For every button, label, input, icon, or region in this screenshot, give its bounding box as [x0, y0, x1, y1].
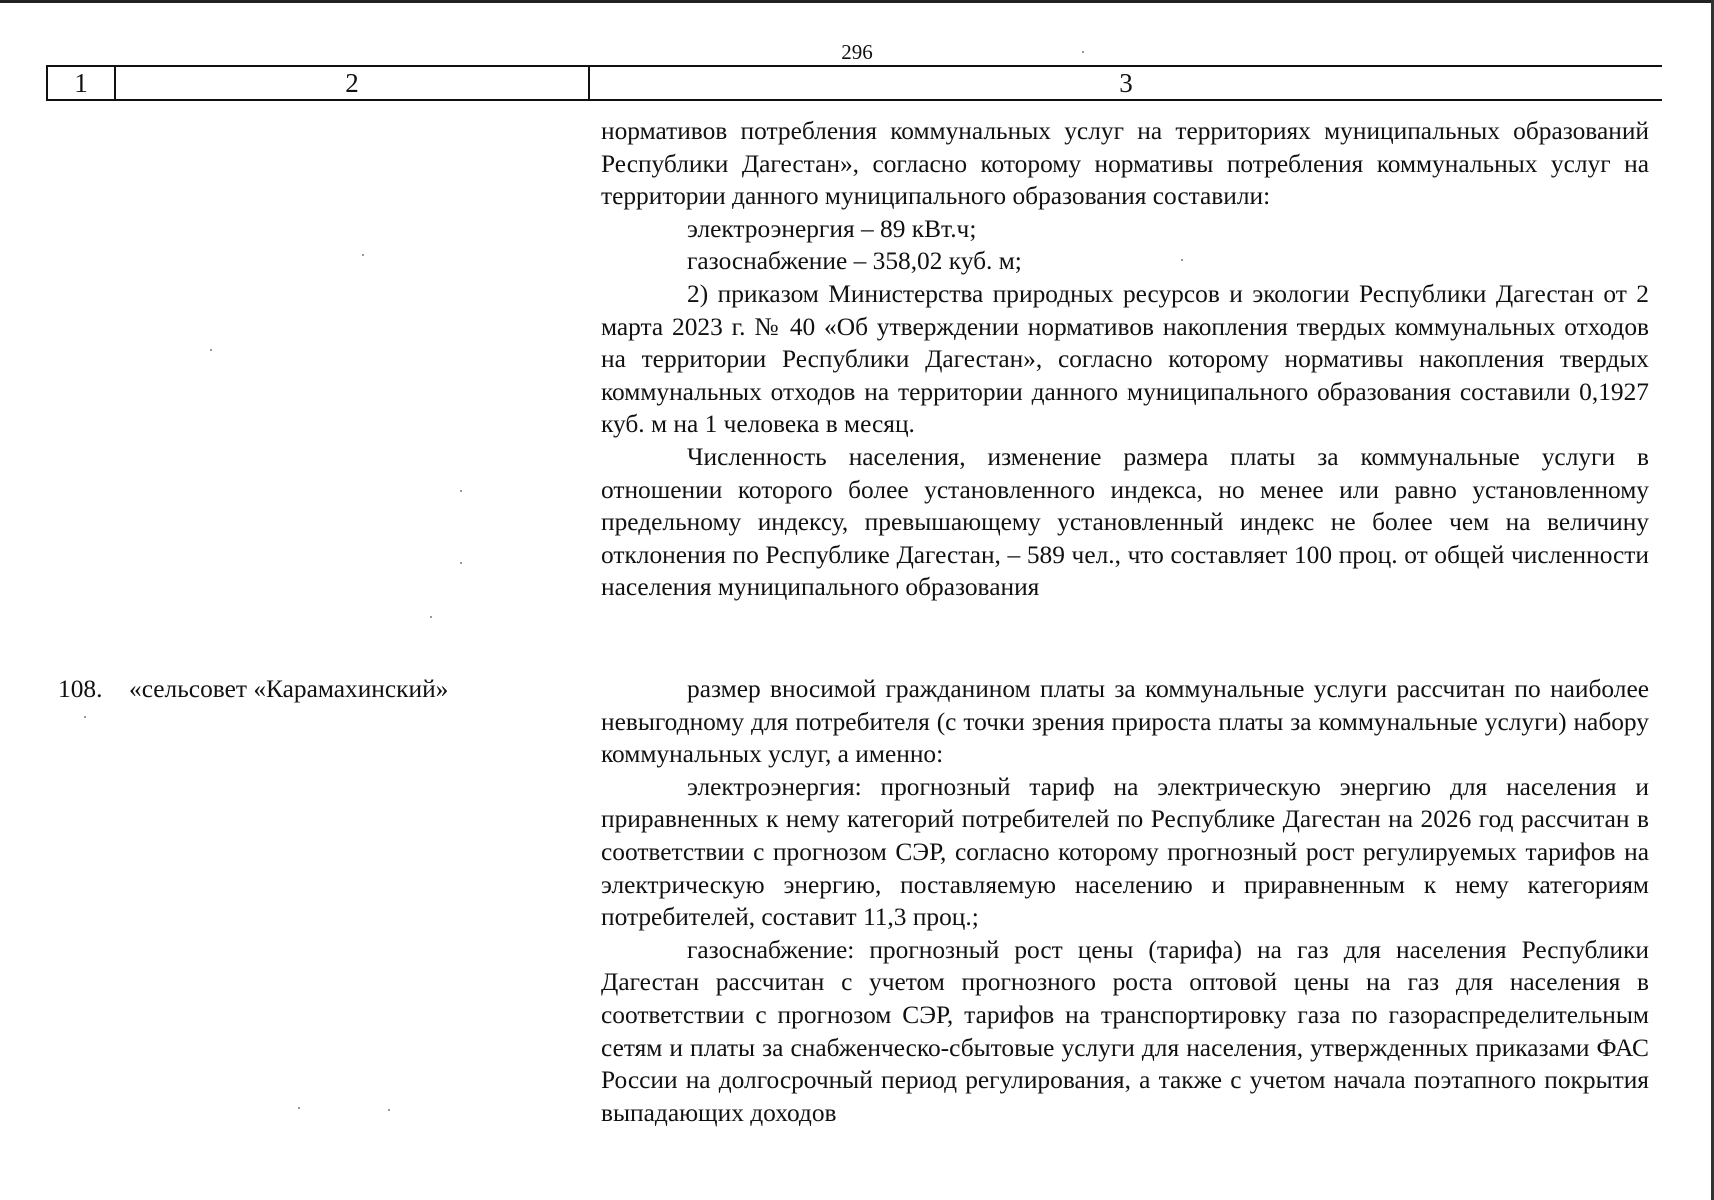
continuation-text-block: [601, 115, 1649, 604]
scan-speck: [210, 349, 212, 351]
entry-paragraph: электроэнергия: прогнозный тариф на электрическую энергию для населения и приравненных к нему категорий потребителей по Республике Дагестан на 2026 год рассчитан в соответствии с прогнозом СЭР, согласно которому прогнозный рост регулируемых тарифов на электрическую энергию, поставляемую населению и приравненным к нему категориям потребителей, составит 11,3 проц.;: [601, 772, 1649, 932]
scan-speck: [1181, 259, 1183, 261]
entry-number: 108.: [58, 675, 103, 703]
scan-speck: [430, 616, 432, 618]
continuation-paragraph: 2) приказом Министерства природных ресурсов и экологии Республики Дагестан от 2 марта 2023 г. № 40 «Об утверждении нормативов накопления твердых коммунальных отходов на территории Республики Дагестан», согласно которому нормативы накопления твердых коммунальных отходов на территории данного муниципального образования составили 0,1927 куб. м на 1 человека в месяц.: [601, 279, 1649, 439]
header-column-1: 1: [46, 67, 116, 99]
scan-speck: [388, 1109, 390, 1111]
header-column-2: 2: [116, 67, 590, 99]
entry-paragraph: размер вносимой гражданином платы за коммунальные услуги рассчитан по наиболее невыгодному для потребителя (с точки зрения прироста платы за коммунальные услуги) набору коммунальных услуг, а именно:: [601, 675, 1649, 769]
continuation-paragraph: электроэнергия – 89 кВт.ч;: [687, 214, 977, 243]
entry-paragraph: газоснабжение: прогнозный рост цены (тарифа) на газ для населения Республики Дагестан рассчитан с учетом прогнозного роста оптовой цены на газ для населения в соответствии с прогнозом СЭР, тарифов на транспортировку газа по газораспределительным сетям и платы за снабженческо-сбытовые услуги для населения, утвержденных приказами ФАС России на долгосрочный период регулирования, а также с учетом начала поэтапного покрытия выпадающих доходов: [601, 935, 1649, 1127]
entry-text-block: [601, 673, 1649, 1129]
continuation-paragraph: газоснабжение – 358,02 куб. м;: [687, 247, 1022, 276]
scan-edge-top: [0, 0, 1714, 3]
scan-speck: [362, 254, 364, 256]
scan-speck: [460, 490, 462, 492]
scan-speck: [460, 562, 462, 564]
scan-speck: [84, 716, 86, 718]
continuation-paragraph: нормативов потребления коммунальных услуг на территориях муниципальных образований Республики Дагестан», согласно которому нормативы потребления коммунальных услуг на территории данного муниципального образования составили:: [601, 117, 1649, 211]
header-column-3: 3: [1119, 68, 1133, 98]
entry-name: «сельсовет «Карамахинский»: [129, 675, 449, 703]
page-number: 296: [841, 40, 873, 64]
table-header-row: [46, 65, 1662, 101]
scan-speck: [1082, 51, 1084, 53]
continuation-paragraph: Численность населения, изменение размера платы за коммунальные услуги в отношении которого более установленного индекса, но менее или равно установленному предельному индексу, превышающему установленный индекс не более чем на величину отклонения по Республике Дагестан, – 589 чел., что составляет 100 проц. от общей численности населения муниципального образования: [601, 442, 1649, 602]
scan-speck: [298, 1107, 300, 1109]
